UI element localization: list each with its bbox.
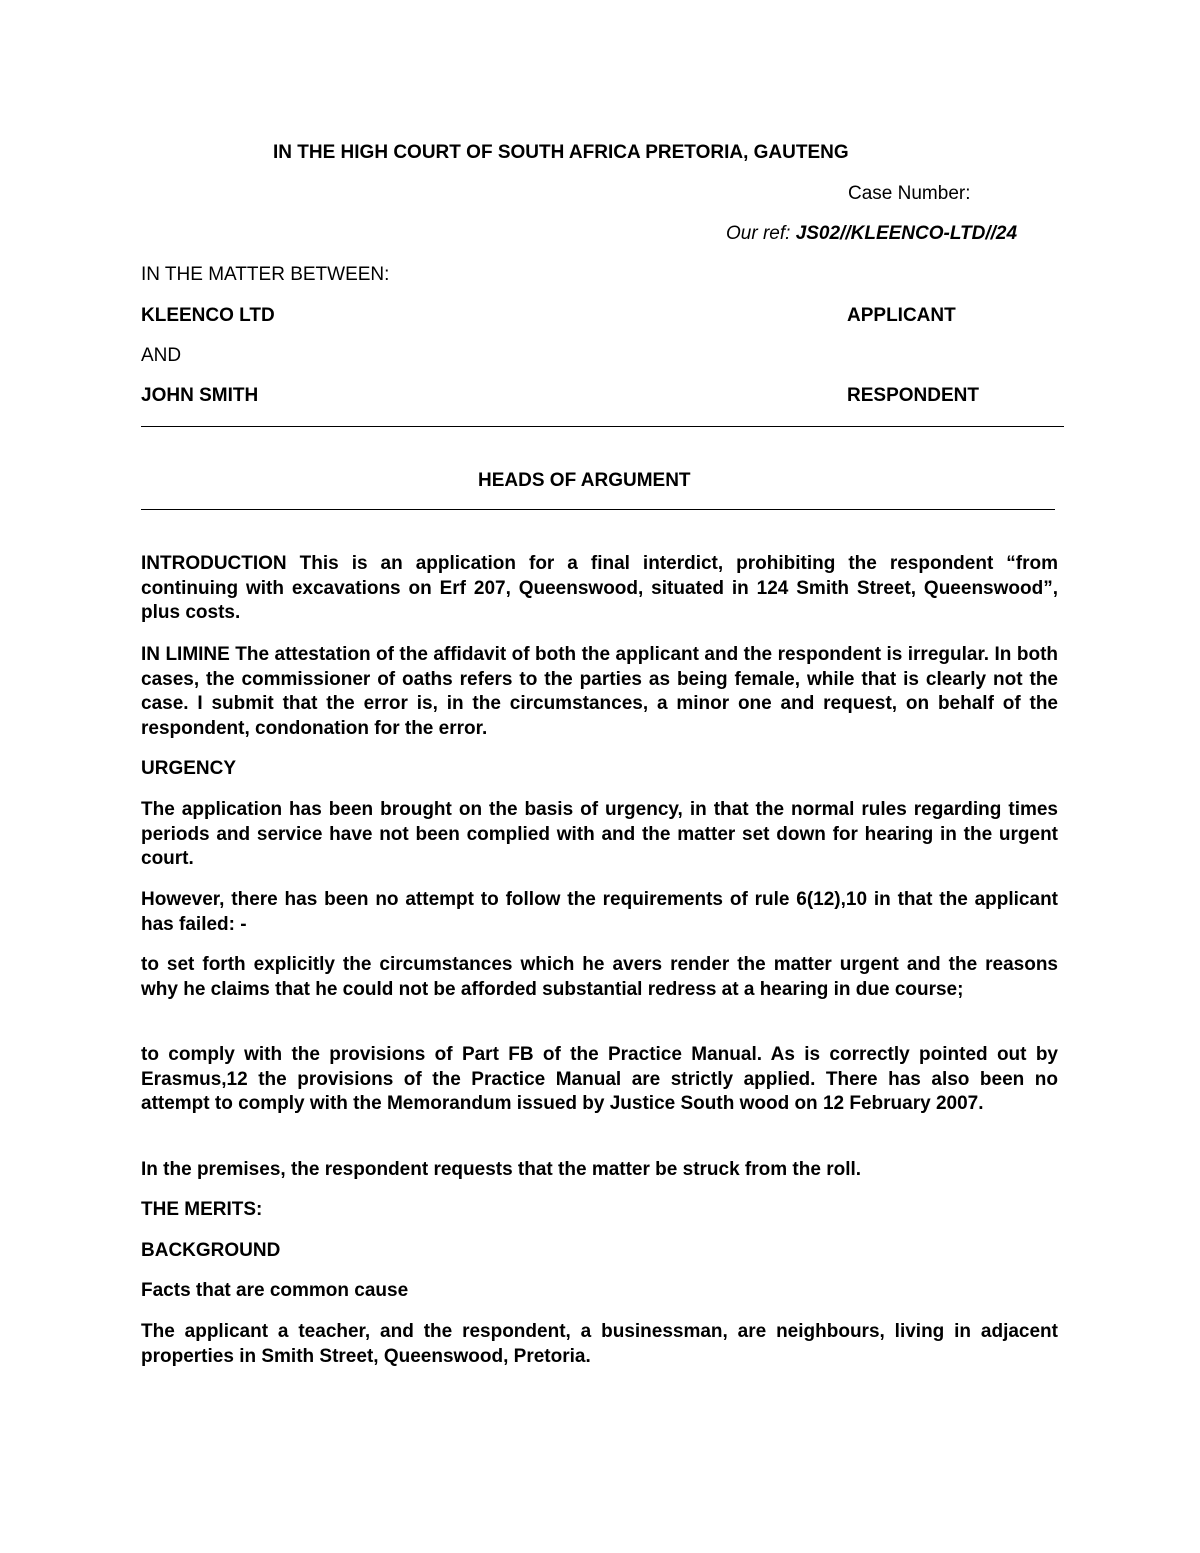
matter-between-label: IN THE MATTER BETWEEN: [141,264,390,285]
and-conjunction: AND [141,345,182,366]
document-title: HEADS OF ARGUMENT [478,470,691,491]
introduction-paragraph: INTRODUCTION This is an application for a final interdict, prohibiting the respondent “from continuing with excavations on Erf 207, Queenswood, situated in 124 Smith Street, Queenswood”, plus costs. [141,553,1058,624]
our-ref-value: JS02//KLEENCO-LTD//24 [795,223,1018,244]
court-heading: IN THE HIGH COURT OF SOUTH AFRICA PRETORIA, GAUTENG [273,142,849,163]
merits-heading: THE MERITS: [141,1199,263,1220]
our-ref-label: Our ref: [726,223,791,244]
in-limine-paragraph: IN LIMINE The attestation of the affidavit of both the applicant and the respondent is irregular. In both cases, the commissioner of oaths refers to the parties as being female, while that is clearly not the case. I submit that the error is, in the circumstances, a minor one and request, on behalf of the respondent, condonation for the error. [141,644,1058,739]
applicant-name: KLEENCO LTD [141,305,275,326]
point-one-paragraph: to set forth explicitly the circumstances which he avers render the matter urgent and the reasons why he claims that he could not be afforded substantial redress at a hearing in due course; [141,954,1058,1000]
urgency-paragraph: The application has been brought on the basis of urgency, in that the normal rules regarding times periods and service have not been complied with and the matter set down for hearing in the urgent court. [141,799,1058,870]
urgency-heading: URGENCY [141,758,237,779]
our-ref [726,222,1017,246]
applicant-role: APPLICANT [847,305,956,326]
point-two-paragraph: to comply with the provisions of Part FB of the Practice Manual. As is correctly pointed out by Erasmus,12 the provisions of the Practice Manual are strictly applied. There has also been no attempt to comply with the Memorandum issued by Justice South wood on 12 February 2007. [141,1044,1058,1115]
however-paragraph: However, there has been no attempt to follow the requirements of rule 6(12),10 in that the applicant has failed: - [141,889,1058,935]
premises-paragraph: In the premises, the respondent requests that the matter be struck from the roll. [141,1159,862,1180]
respondent-name: JOHN SMITH [141,385,259,406]
background-heading: BACKGROUND [141,1240,281,1261]
case-number-label: Case Number: [848,183,971,204]
facts-paragraph: The applicant a teacher, and the respondent, a businessman, are neighbours, living in adjacent properties in Smith Street, Queenswood, Pretoria. [141,1321,1058,1367]
divider-rule [141,426,1064,427]
divider-rule [141,509,1055,510]
facts-heading: Facts that are common cause [141,1280,409,1301]
respondent-role: RESPONDENT [847,385,979,406]
